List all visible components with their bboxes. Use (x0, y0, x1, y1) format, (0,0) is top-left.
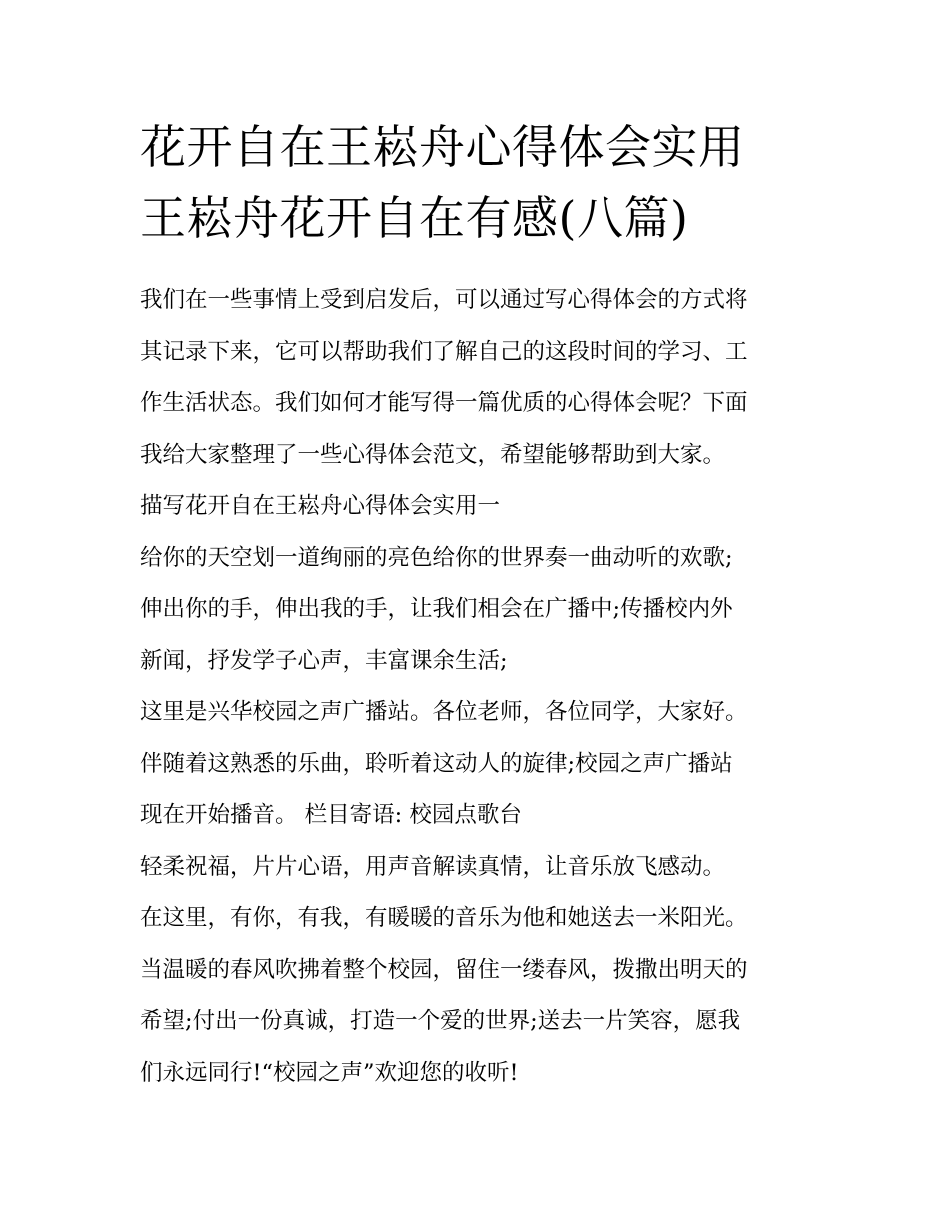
body-line: 轻柔祝福，片片心语，用声音解读真情，让音乐放飞感动。 (140, 853, 726, 880)
document-body (140, 275, 820, 1099)
body-line: 作生活状态。我们如何才能写得一篇优质的心得体会呢？下面 (140, 390, 748, 416)
body-line: 这里是兴华校园之声广播站。各位老师，各位同学，大家好。 (140, 699, 748, 725)
body-line: 伴随着这熟悉的乐曲，聆听着这动人的旋律;校园之声广播站 (140, 750, 733, 777)
section-heading: 描写花开自在王崧舟心得体会实用一 (140, 493, 501, 519)
body-line: 伸出你的手，伸出我的手，让我们相会在广播中;传播校内外 (140, 596, 733, 622)
document-title (140, 112, 820, 254)
body-line: 我给大家整理了一些心得体会范文，希望能够帮助到大家。 (140, 441, 726, 468)
body-line: 新闻，抒发学子心声，丰富课余生活; (140, 647, 508, 674)
body-line: 给你的天空划一道绚丽的亮色给你的世界奏一曲动听的欢歌; (140, 544, 733, 571)
body-line: 们永远同行!“校园之声”欢迎您的收听! (140, 1059, 519, 1086)
body-line: 希望;付出一份真诚，打造一个爱的世界;送去一片笑容，愿我 (140, 1008, 741, 1034)
body-line: 我们在一些事情上受到启发后，可以通过写心得体会的方式将 (140, 287, 748, 313)
body-line: 当温暖的春风吹拂着整个校园，留住一缕春风，拨撒出明天的 (140, 956, 748, 983)
body-line: 在这里，有你，有我，有暖暖的音乐为他和她送去一米阳光。 (140, 905, 748, 931)
body-line: 现在开始播音。 栏目寄语: 校园点歌台 (140, 802, 522, 828)
body-line: 其记录下来，它可以帮助我们了解自己的这段时间的学习、工 (140, 338, 748, 365)
title-line: 王崧舟花开自在有感(八篇) (140, 191, 689, 245)
title-line: 花开自在王崧舟心得体会实用 (140, 120, 745, 174)
